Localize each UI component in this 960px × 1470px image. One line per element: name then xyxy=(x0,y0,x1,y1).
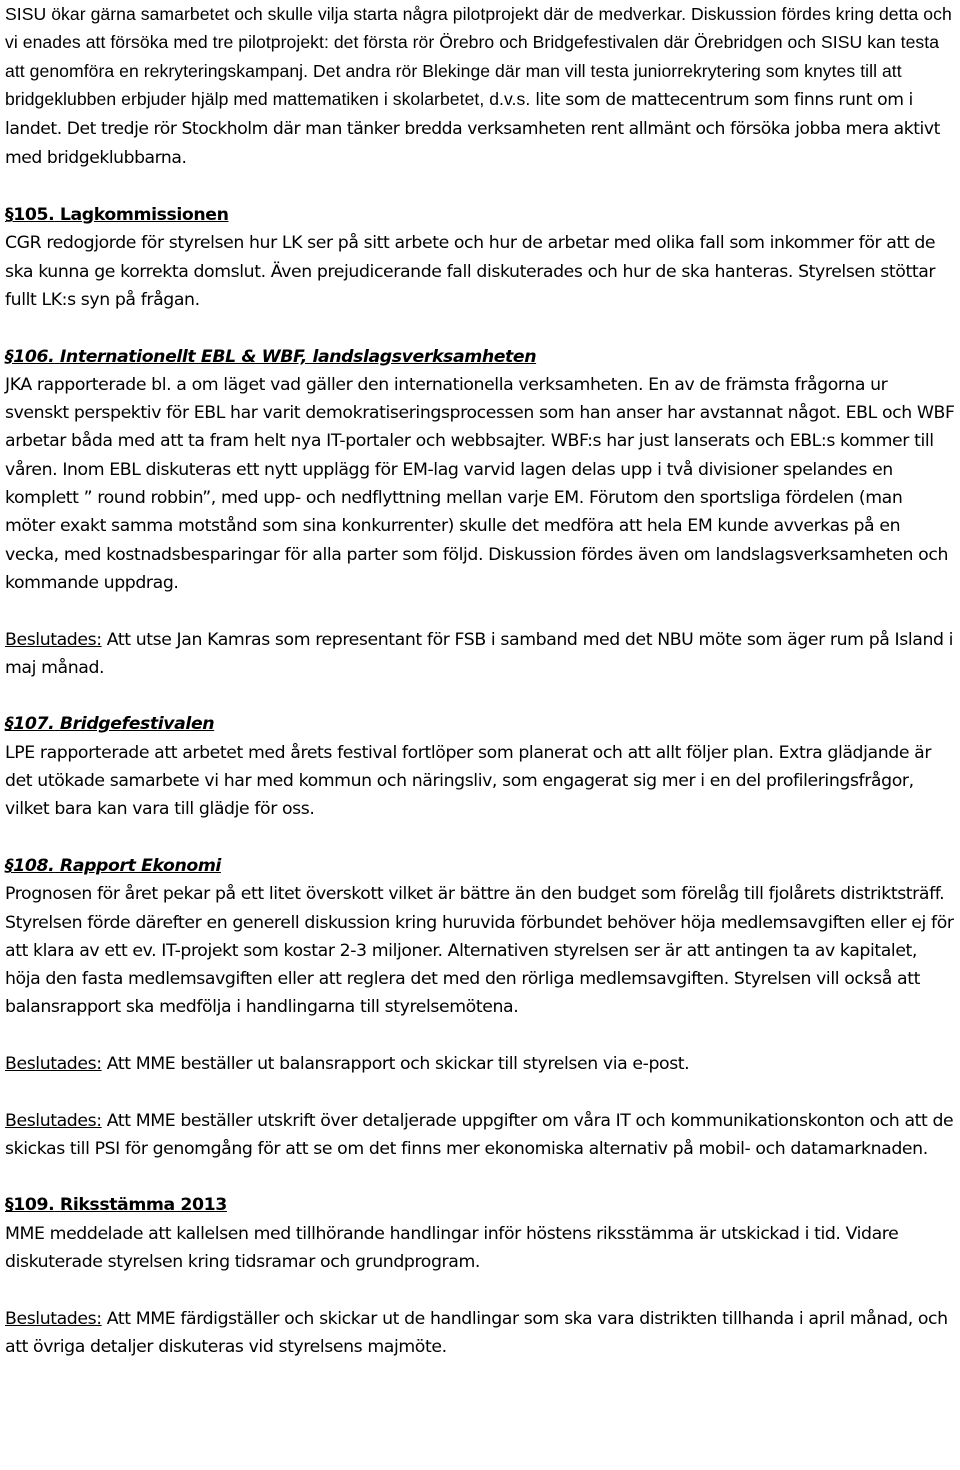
decision-109-1 xyxy=(5,1305,956,1362)
section-number: §105. xyxy=(5,205,55,226)
section-title: Internationellt EBL & WBF, landslagsverksamheten xyxy=(59,346,537,367)
decision-label: Beslutades: xyxy=(5,629,102,650)
section-number: §106. xyxy=(5,346,55,367)
section-number: §109. xyxy=(5,1195,55,1216)
spacer xyxy=(5,1078,956,1106)
section-body-106: JKA rapporterade bl. a om läget vad gäller den internationella verksamheten. En av de främsta frågorna ur svenskt perspektiv för EBL har varit demokratiseringsprocessen som han anser har avstannat något. EBL och WBF arbetar båda med att ta fram helt nya IT-portaler och webbsajter. WBF:s har just lanserats och EBL:s kommer till våren. Inom EBL diskuteras ett nytt upplägg för EM-lag varvid lagen delas upp i två divisioner spelandes en komplett ” round robbin”, med upp- och nedflyttning mellan varje EM. Förutom den sportsliga fördelen (man möter exakt samma motstånd som sina konkurrenter) skulle det medföra att hela EM kunde avverkas på en vecka, med kostnadsbesparingar för alla parter som följd. Diskussion fördes även om landslagsverksamheten och kommande uppdrag. xyxy=(5,374,955,593)
section-heading-105 xyxy=(5,201,956,229)
section-number: §108. xyxy=(5,855,55,876)
decision-text: Att MME beställer utskrift över detaljerade uppgifter om våra IT och kommunikationskonton och att de skickas till PSI för genomgång för att se om det finns mer ekonomiska alternativ på mobil- och datamarknaden. xyxy=(5,1110,954,1159)
section-title: Rapport Ekonomi xyxy=(59,855,221,876)
section-heading-108 xyxy=(5,852,956,880)
decision-108-1 xyxy=(5,1050,956,1078)
spacer xyxy=(5,597,956,625)
decision-text: Att utse Jan Kamras som representant för FSB i samband med det NBU möte som äger rum på Island i maj månad. xyxy=(5,629,954,678)
decision-label: Beslutades: xyxy=(5,1308,102,1329)
intro-paragraph xyxy=(5,0,956,173)
spacer xyxy=(5,173,956,201)
spacer xyxy=(5,824,956,852)
decision-label: Beslutades: xyxy=(5,1053,102,1074)
section-heading-107 xyxy=(5,710,956,738)
spacer xyxy=(5,314,956,342)
intro-text: SISU ökar gärna samarbetet och skulle vilja starta några pilotprojekt där de medverkar. Diskussion fördes kring detta och vi enades att försöka med tre pilotprojekt: det första rör Örebro och Bridgefestivalen där Örebridgen och SISU kan testa att genomföra en rekryteringskampanj. Det andra rör Blekinge där man vill testa juniorrekrytering som knytes till att bridgeklubben erbjuder hjälp med mattematiken i skolarbetet, d.v.s. xyxy=(5,4,952,109)
spacer xyxy=(5,682,956,710)
decision-text: Att MME färdigställer och skickar ut de handlingar som ska vara distrikten tillhanda i april månad, och att övriga detaljer diskuteras vid styrelsens majmöte. xyxy=(5,1308,948,1357)
spacer xyxy=(5,1022,956,1050)
section-number: §107. xyxy=(5,714,55,735)
section-body-109: MME meddelade att kallelsen med tillhörande handlingar inför höstens riksstämma är utskickad i tid. Vidare diskuterade styrelsen kring tidsramar och grundprogram. xyxy=(5,1223,899,1273)
decision-text: Att MME beställer ut balansrapport och skickar till styrelsen via e-post. xyxy=(106,1053,690,1074)
decision-106-1 xyxy=(5,626,956,683)
section-body-107: LPE rapporterade att arbetet med årets festival fortlöper som planerat och att allt följer plan. Extra glädjande är det utökade samarbete vi har med kommun och näringsliv, som engagerat sig mer i en del profileringsfrågor, vilket bara kan vara till glädje för oss. xyxy=(5,742,932,820)
decision-label: Beslutades: xyxy=(5,1110,102,1131)
section-title: Bridgefestivalen xyxy=(59,714,215,735)
section-body-105: CGR redogjorde för styrelsen hur LK ser på sitt arbete och hur de arbetar med olika fall som inkommer för att de ska kunna ge korrekta domslut. Även prejudicerande fall diskuterades och hur de ska hanteras. Styrelsen stöttar fullt LK:s syn på frågan. xyxy=(5,233,936,310)
section-body-108: Prognosen för året pekar på ett litet överskott vilket är bättre än den budget som förelåg till fjolårets distriktsträff. Styrelsen förde därefter en generell diskussion kring huruvida förbundet behöver höja medlemsavgiften eller ej för att klara av ett ev. IT-projekt som kostar 2-3 miljoner. Alternativen styrelsen ser är att antingen ta av kapitalet, höja den fasta medlemsavgiften eller att reglera det med den rörliga medlemsavgiften. Styrelsen vill också att balansrapport ska medfölja i handlingarna till styrelsemötena. xyxy=(5,884,954,1018)
section-heading-106 xyxy=(5,343,956,371)
section-title: Riksstämma 2013 xyxy=(59,1195,227,1216)
spacer xyxy=(5,1276,956,1304)
spacer xyxy=(5,1163,956,1191)
section-title: Lagkommissionen xyxy=(59,205,229,226)
intro-text-tail: lite som de mattecentrum som finns runt om i landet. Det tredje rör Stockholm där man tänker bredda verksamheten rent allmänt och försöka jobba mera aktivt med bridgeklubbarna. xyxy=(5,89,940,169)
section-heading-109 xyxy=(5,1191,956,1219)
decision-108-2 xyxy=(5,1107,956,1164)
